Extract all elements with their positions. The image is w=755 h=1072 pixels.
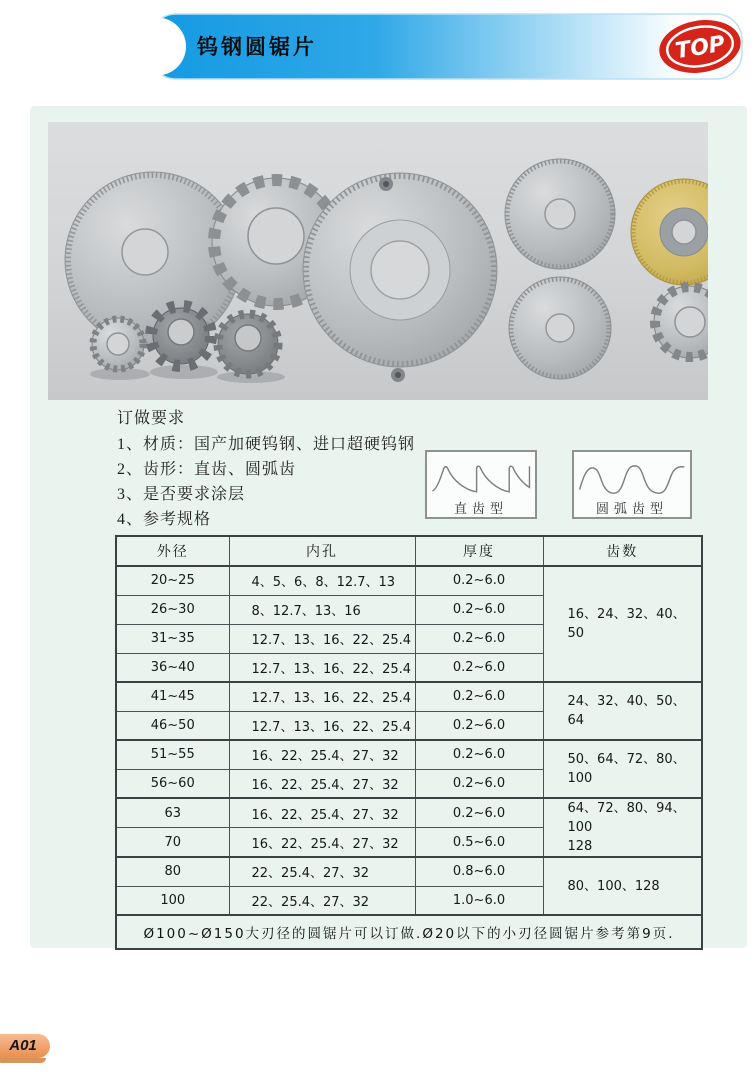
- cell-thickness: 0.2~6.0: [415, 711, 543, 740]
- cell-thickness: 0.2~6.0: [415, 682, 543, 711]
- cell-bore: 16、22、25.4、27、32: [229, 828, 415, 858]
- cell-teeth-group: [543, 857, 702, 915]
- cell-bore: 8、12.7、13、16: [229, 595, 415, 624]
- cell-od: 31~35: [116, 624, 229, 653]
- cell-od: 41~45: [116, 682, 229, 711]
- cell-od: 20~25: [116, 566, 229, 595]
- saw-blade-large-icon: [303, 173, 497, 367]
- arc-tooth-label: 圆弧齿型: [595, 501, 668, 516]
- cell-od: 63: [116, 798, 229, 828]
- cell-thickness: 0.2~6.0: [415, 653, 543, 682]
- table-row: [116, 740, 702, 769]
- cell-od: 80: [116, 857, 229, 886]
- cell-thickness: 0.2~6.0: [415, 566, 543, 595]
- table-group-4: [116, 798, 702, 857]
- cell-bore: 16、22、25.4、27、32: [229, 769, 415, 798]
- teeth-values: 16、24、32、40、50: [567, 607, 686, 641]
- page-number-tab: [0, 1034, 50, 1058]
- table-group-2: [116, 682, 702, 740]
- cell-od: 56~60: [116, 769, 229, 798]
- arc-tooth-profile-icon: [576, 454, 688, 498]
- requirements-heading: 订做要求: [117, 410, 186, 427]
- cell-thickness: 1.0~6.0: [415, 886, 543, 915]
- spec-table: [115, 535, 703, 950]
- cell-od: 36~40: [116, 653, 229, 682]
- arc-tooth-diagram: [572, 450, 692, 519]
- teeth-values: 24、32、40、50、64: [567, 694, 686, 728]
- table-row: [116, 682, 702, 711]
- product-photo: [48, 122, 708, 400]
- cell-teeth-group: [543, 566, 702, 682]
- brand-logo-text: TOP: [673, 31, 727, 65]
- table-row: [116, 857, 702, 886]
- cutter-shadow: [150, 365, 218, 379]
- cell-bore: 22、25.4、27、32: [229, 857, 415, 886]
- requirement-item-specs: 4、参考规格: [117, 511, 212, 528]
- cell-od: 70: [116, 828, 229, 858]
- table-group-5: [116, 857, 702, 915]
- requirement-item-coating: 3、是否要求涂层: [117, 486, 246, 503]
- table-footnote: Ø100~Ø150大刃径的圆锯片可以订做.Ø20以下的小刃径圆锯片参考第9页.: [116, 915, 702, 949]
- straight-tooth-profile-icon: [429, 454, 533, 498]
- page-number-label: A01: [9, 1037, 37, 1054]
- cell-thickness: 0.5~6.0: [415, 828, 543, 858]
- header-outer-diameter: 外径: [116, 536, 229, 566]
- teeth-values: 64、72、80、94、100: [567, 801, 686, 835]
- cell-od: 46~50: [116, 711, 229, 740]
- table-row: [116, 566, 702, 595]
- cell-od: 26~30: [116, 595, 229, 624]
- cell-bore: 16、22、25.4、27、32: [229, 798, 415, 828]
- table-row: [116, 798, 702, 828]
- cell-thickness: 0.2~6.0: [415, 740, 543, 769]
- small-cutter-2-icon: [218, 314, 278, 374]
- cell-bore: 12.7、13、16、22、25.4: [229, 653, 415, 682]
- teeth-values: 50、64、72、80、100: [567, 752, 686, 786]
- cell-thickness: 0.2~6.0: [415, 624, 543, 653]
- cell-thickness: 0.2~6.0: [415, 769, 543, 798]
- cell-od: 100: [116, 886, 229, 915]
- nut-top-icon: [379, 177, 393, 191]
- cell-bore: 16、22、25.4、27、32: [229, 740, 415, 769]
- cell-od: 51~55: [116, 740, 229, 769]
- cell-thickness: 0.8~6.0: [415, 857, 543, 886]
- cell-thickness: 0.2~6.0: [415, 595, 543, 624]
- cell-bore: 12.7、13、16、22、25.4: [229, 624, 415, 653]
- gear-cutter-icon: [654, 286, 708, 358]
- header-bore: 内孔: [229, 536, 415, 566]
- nut-bottom-icon: [391, 368, 405, 382]
- header-thickness: 厚度: [415, 536, 543, 566]
- cell-bore: 22、25.4、27、32: [229, 886, 415, 915]
- table-group-1: [116, 566, 702, 682]
- requirement-item-material: 1、材质：国产加硬钨钢、进口超硬钨钢: [117, 436, 416, 453]
- order-requirements: [117, 406, 447, 532]
- cell-bore: 12.7、13、16、22、25.4: [229, 711, 415, 740]
- teeth-values: 80、100、128: [567, 878, 660, 894]
- header-band: [0, 0, 755, 95]
- table-footnote-row: [116, 915, 702, 949]
- page-title: 钨钢圆锯片: [197, 35, 317, 59]
- straight-tooth-diagram: [425, 450, 537, 519]
- header-teeth-count: 齿数: [543, 536, 702, 566]
- cell-teeth-group: [543, 682, 702, 740]
- cell-teeth-group: [543, 798, 702, 857]
- cell-teeth-group: [543, 740, 702, 798]
- cell-bore: 4、5、6、8、12.7、13: [229, 566, 415, 595]
- straight-tooth-label: 直齿型: [453, 501, 508, 516]
- table-group-3: [116, 740, 702, 798]
- cell-bore: 12.7、13、16、22、25.4: [229, 682, 415, 711]
- spec-table-header-row: [116, 536, 702, 566]
- teeth-values: 128: [567, 839, 593, 854]
- small-cutter-1-icon: [92, 318, 144, 370]
- requirement-item-tooth-form: 2、齿形：直齿、圆弧齿: [117, 461, 297, 478]
- saw-blade-top-right-icon: [505, 159, 615, 269]
- header-notch: [128, 18, 186, 76]
- cell-thickness: 0.2~6.0: [415, 798, 543, 828]
- saw-blade-bottom-right-icon: [509, 277, 611, 379]
